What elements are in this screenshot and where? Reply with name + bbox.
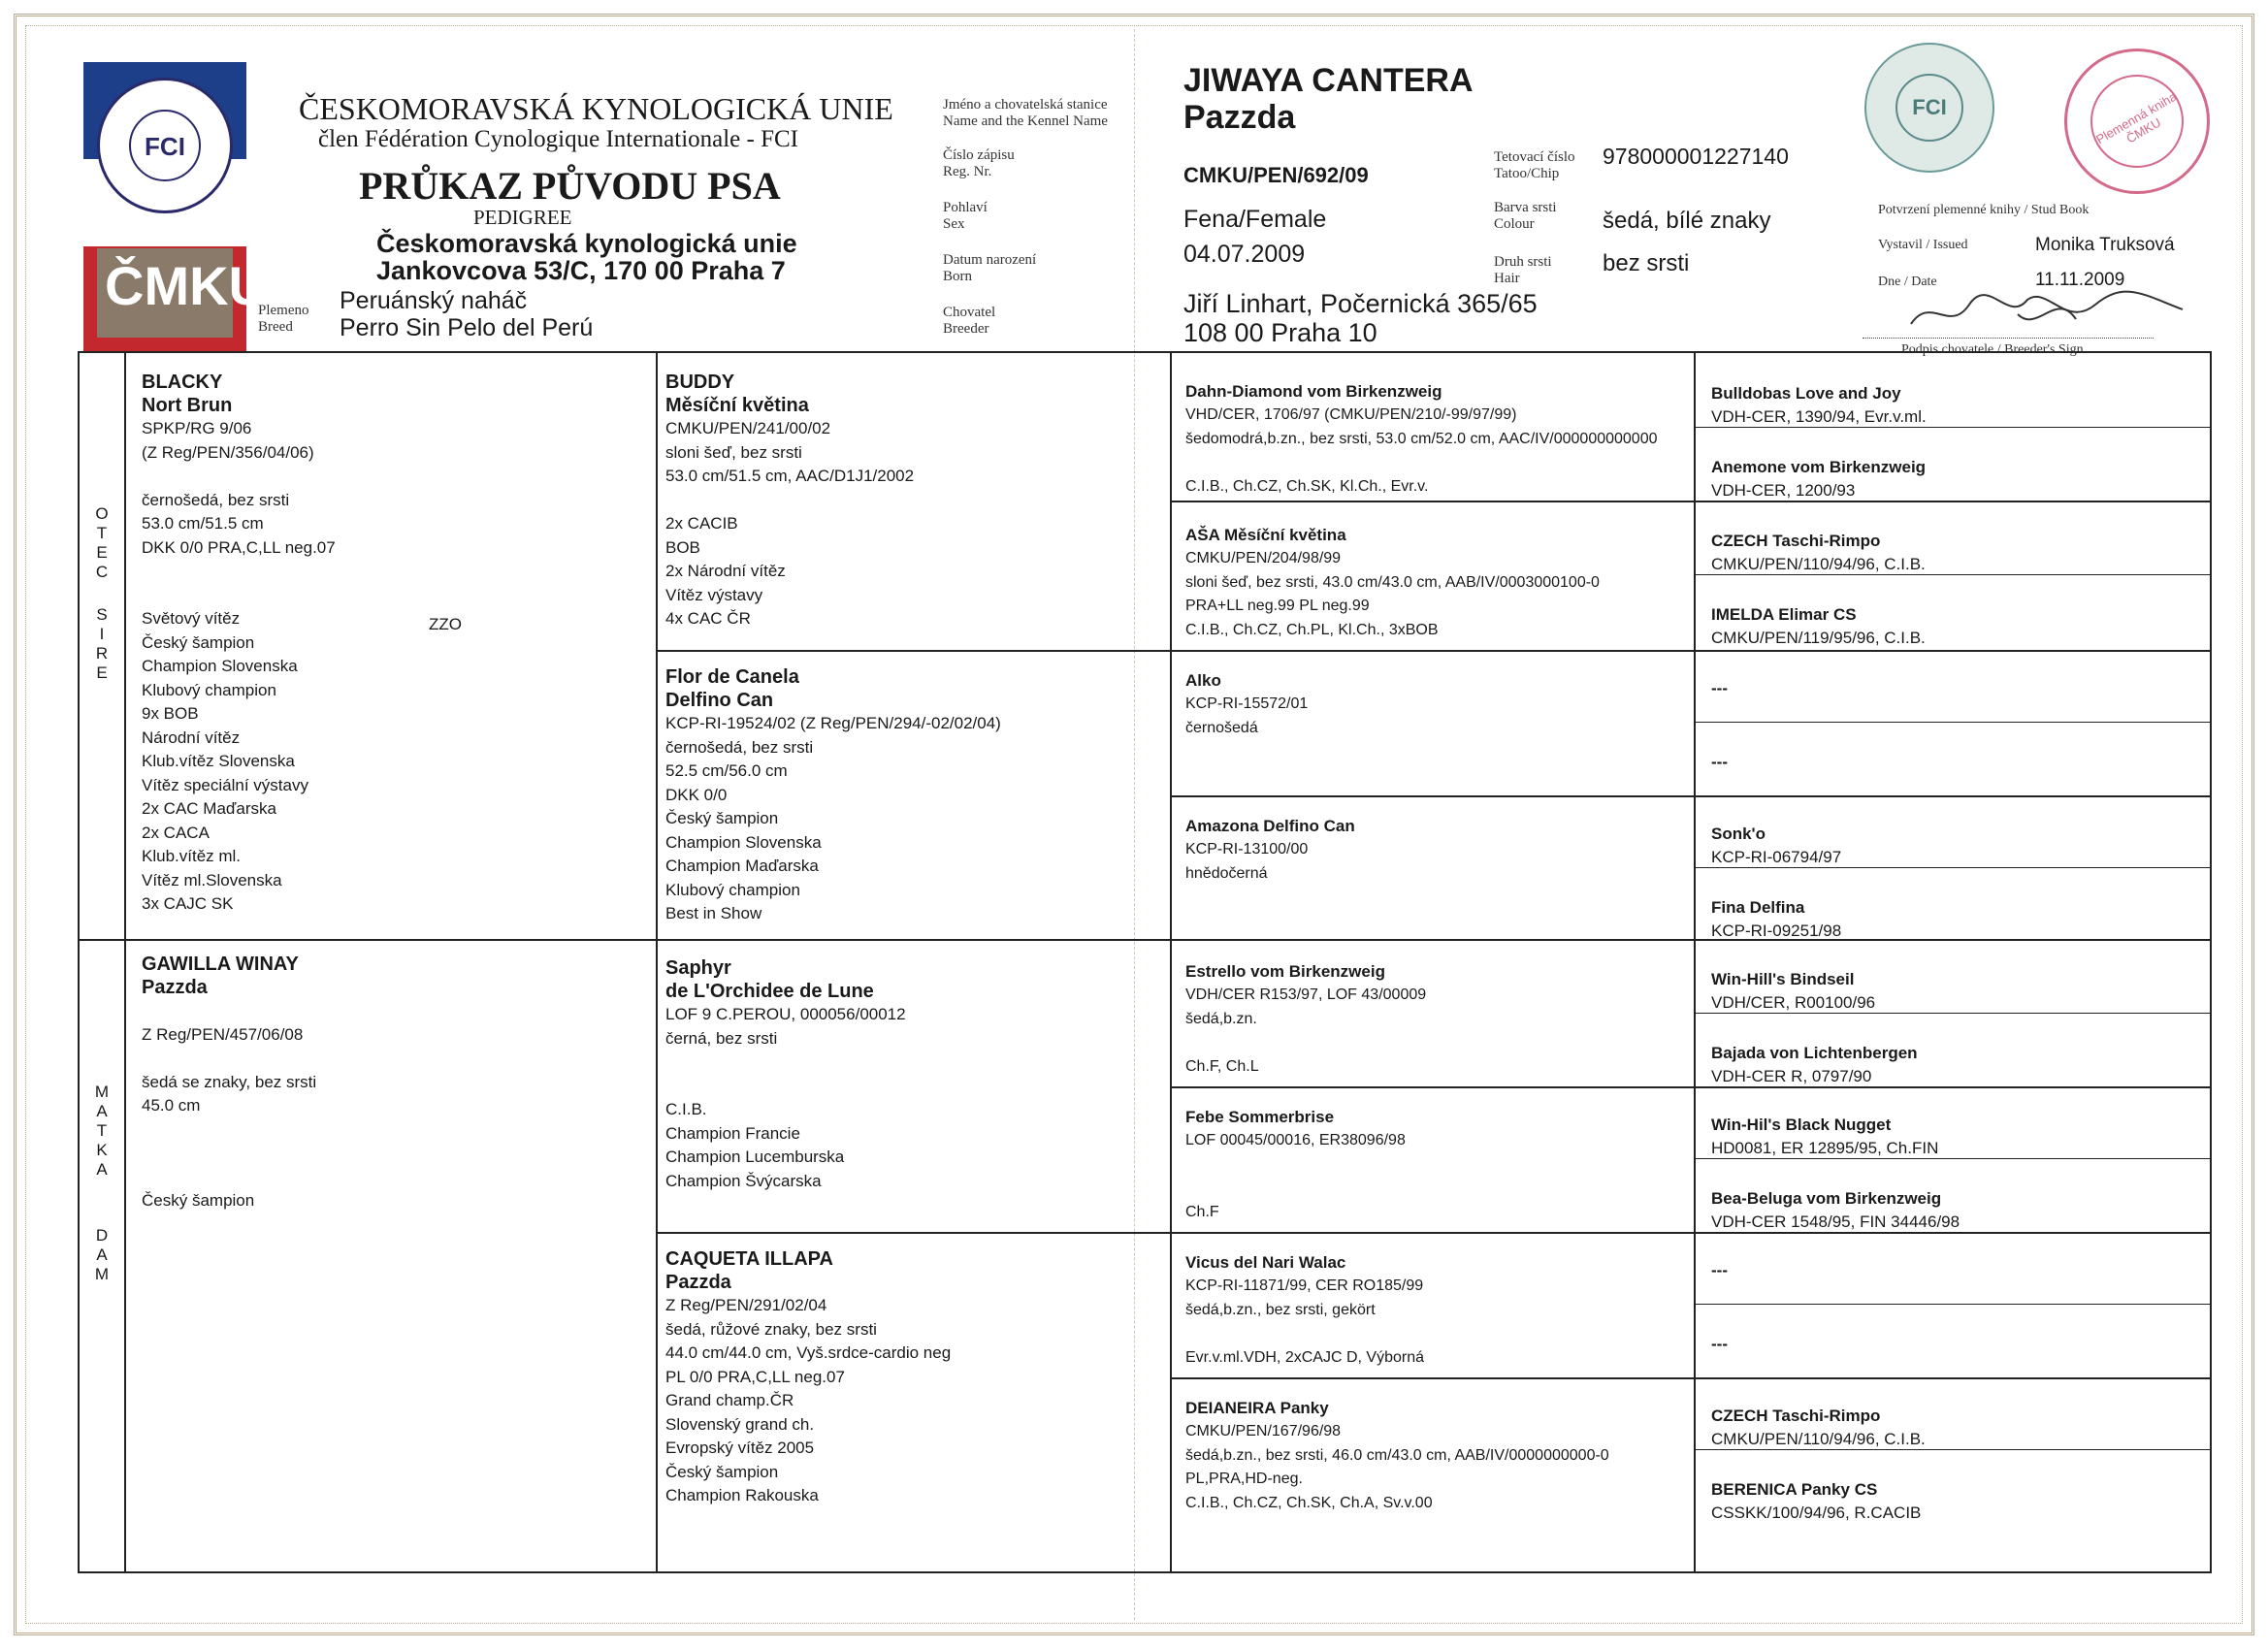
breeder-label: Chovatel Breeder [943, 305, 996, 337]
dog-breeder-2: 108 00 Praha 10 [1183, 318, 1377, 347]
doc-title: PRŮKAZ PŮVODU PSA [359, 164, 781, 208]
hair-label: Druh srsti Hair [1494, 254, 1552, 286]
issued-label: Vystavil / Issued [1878, 238, 1968, 252]
gen4-cell-2: Anemone vom Birkenzweig VDH-CER, 1200/93 [1711, 458, 1927, 500]
cmku-logo [83, 62, 268, 353]
dam-side-label: M A T K A D A M [94, 1083, 110, 1283]
gen4-cell-5: --- [1711, 679, 1728, 697]
gen4-cell-4: IMELDA Elimar CS CMKU/PEN/119/95/96, C.I.B. [1711, 605, 1926, 647]
dog-colour: šedá, bílé znaky [1603, 208, 1771, 234]
sire-cell: BLACKY Nort Brun SPKP/RG 9/06 (Z Reg/PEN/356/04/06) černošedá, bez srsti 53.0 cm/51.5 cm DKK 0/0 PRA,C,LL neg.07 Světový vítěz Český šampion Champion Slovenska Klubový champion 9x BOB Národní vítěz Klub.vítěz Slovenska Vítěz speciální výstavy 2x CAC Maďarska 2x CACA Klub.vítěz ml. Vítěz ml.Slovenska 3x CAJC SK [142, 372, 336, 913]
dog-name: JIWAYA CANTERA [1183, 62, 1474, 99]
gen3-cell-4: Amazona Delfino Can KCP-RI-13100/00 hnědočerná [1185, 817, 1355, 882]
sire-zzo: ZZO [429, 615, 462, 633]
dog-kennel: Pazzda [1183, 99, 1296, 136]
date-label: Dne / Date [1878, 275, 1937, 289]
gen4-cell-12: Bea-Beluga vom Birkenzweig VDH-CER 1548/95, FIN 34446/98 [1711, 1189, 1960, 1231]
gen4-cell-8: Fina Delfina KCP-RI-09251/98 [1711, 898, 1842, 940]
breed-cz: Peruánský naháč [340, 287, 528, 314]
gen2-cell-4: CAQUETA ILLAPA Pazzda Z Reg/PEN/291/02/04 šedá, růžové znaky, bez srsti 44.0 cm/44.0 cm, Vyš.srdce-cardio neg PL 0/0 PRA,C,LL neg.07 Grand champ.ČR Slovenský grand ch. Evropský vítěz 2005 Český šampion Champion Rakouska [665, 1248, 952, 1504]
sire-side-label: O T E C S I R E [95, 504, 109, 682]
issue-date: 11.11.2009 [2035, 270, 2125, 290]
dog-chip: 978000001227140 [1603, 144, 1789, 169]
breed-label: Plemeno Breed [258, 303, 309, 335]
cmku-emblem-icon: ČMKU [97, 248, 233, 338]
gen4-cell-11: Win-Hil's Black Nugget HD0081, ER 12895/95, Ch.FIN [1711, 1116, 1939, 1157]
stud-book-label: Potvrzení plemenné knihy / Stud Book [1878, 203, 2090, 217]
gen3-cell-1: Dahn-Diamond vom Birkenzweig VHD/CER, 1706/97 (CMKU/PEN/210/-99/97/99) šedomodrá,b.zn., bez srsti, 53.0 cm/52.0 cm, AAC/IV/000000000000 C.I.B., Ch.CZ, Ch.SK, Kl.Ch., Evr.v. [1185, 382, 1658, 495]
gen4-cell-7: Sonk'o KCP-RI-06794/97 [1711, 824, 1842, 866]
tattoo-label: Tetovací číslo Tatoo/Chip [1494, 149, 1575, 181]
gen3-cell-2: AŠA Měsíční květina CMKU/PEN/204/98/99 sloni šeď, bez srsti, 43.0 cm/43.0 cm, AAB/IV/0003000100-0 PRA+LL neg.99 PL neg.99 C.I.B., Ch.CZ, Ch.PL, Kl.Ch., 3xBOB [1185, 526, 1600, 638]
signature-line [1863, 338, 2154, 339]
gen4-cell-10: Bajada von Lichtenbergen VDH-CER R, 0797/90 [1711, 1044, 1918, 1085]
gen4-cell-6: --- [1711, 753, 1728, 771]
fci-emblem-icon: FCI [97, 78, 233, 213]
gen4-cell-1: Bulldobas Love and Joy VDH-CER, 1390/94, Evr.v.ml. [1711, 384, 1927, 426]
gen3-cell-5: Estrello vom Birkenzweig VDH/CER R153/97, LOF 43/00009 šedá,b.zn. Ch.F, Ch.L [1185, 962, 1427, 1075]
gen3-cell-3: Alko KCP-RI-15572/01 černošedá [1185, 671, 1309, 736]
reg-label: Číslo zápisu Reg. Nr. [943, 147, 1015, 179]
signature-icon [1901, 275, 2192, 343]
dog-hair: bez srsti [1603, 250, 1690, 276]
dog-reg-no: CMKU/PEN/692/09 [1183, 163, 1369, 187]
gen2-cell-3: Saphyr de L'Orchidee de Lune LOF 9 C.PEROU, 000056/00012 černá, bez srsti C.I.B. Champion Francie Champion Lucemburska Champion Švýcarska [665, 957, 906, 1190]
gen4-cell-3: CZECH Taschi-Rimpo CMKU/PEN/110/94/96, C.I.B. [1711, 532, 1926, 573]
sex-label: Pohlaví Sex [943, 200, 988, 232]
issued-by: Monika Truksová [2035, 235, 2175, 255]
gen4-cell-13: --- [1711, 1261, 1728, 1279]
gen4-cell-15: CZECH Taschi-Rimpo CMKU/PEN/110/94/96, C.I.B. [1711, 1406, 1926, 1448]
fci-member-line: člen Fédération Cynologique Internationale - FCI [318, 126, 799, 152]
hologram-seal: FCI [1864, 43, 1994, 173]
gen4-cell-9: Win-Hill's Bindseil VDH/CER, R00100/96 [1711, 970, 1876, 1012]
born-label: Datum narození Born [943, 252, 1037, 284]
issuer-address: Jankovcova 53/C, 170 00 Praha 7 [376, 256, 786, 285]
issuer-name: Českomoravská kynologická unie [376, 229, 797, 258]
doc-subtitle: PEDIGREE [473, 206, 572, 229]
pedigree-table [78, 351, 2212, 1573]
breeder-sign-label: Podpis chovatele / Breeder's Sign. [1901, 342, 2088, 357]
stud-book-stamp: Plemenná kniha ČMKU [2064, 48, 2210, 194]
gen2-cell-2: Flor de Canela Delfino Can KCP-RI-19524/02 (Z Reg/PEN/294/-02/02/04) černošedá, bez srsti 52.5 cm/56.0 cm DKK 0/0 Český šampion Champion Slovenska Champion Maďarska Klubový champion Best in Show [665, 666, 1001, 922]
gen4-cell-16: BERENICA Panky CS CSSKK/100/94/96, R.CACIB [1711, 1480, 1922, 1522]
colour-label: Barva srsti Colour [1494, 200, 1557, 232]
gen3-cell-8: DEIANEIRA Panky CMKU/PEN/167/96/98 šedá,b.zn., bez srsti, 46.0 cm/43.0 cm, AAB/IV/0000000000-0 PL,PRA,HD-neg. C.I.B., Ch.CZ, Ch.SK, Ch.A, Sv.v.00 [1185, 1399, 1609, 1511]
dog-born: 04.07.2009 [1183, 241, 1306, 268]
gen2-cell-1: BUDDY Měsíční květina CMKU/PEN/241/00/02 sloni šeď, bez srsti 53.0 cm/51.5 cm, AAC/D1J1/2002 2x CACIB BOB 2x Národní vítěz Vítěz výstavy 4x CAC ČR [665, 372, 915, 628]
gen3-cell-7: Vicus del Nari Walac KCP-RI-11871/99, CER RO185/99 šedá,b.zn., bez srsti, gekört Evr.v.ml.VDH, 2xCAJC D, Výborná [1185, 1253, 1424, 1366]
org-name: ČESKOMORAVSKÁ KYNOLOGICKÁ UNIE [299, 91, 893, 126]
dog-sex: Fena/Female [1183, 206, 1327, 233]
breed-es: Perro Sin Pelo del Perú [340, 314, 594, 341]
gen4-cell-14: --- [1711, 1335, 1728, 1353]
name-label: Jméno a chovatelská stanice Name and the Kennel Name [943, 97, 1108, 129]
dam-cell: GAWILLA WINAY Pazzda Z Reg/PEN/457/06/08 šedá se znaky, bez srsti 45.0 cm Český šampion [142, 954, 317, 1210]
gen3-cell-6: Febe Sommerbrise LOF 00045/00016, ER38096/98 Ch.F [1185, 1108, 1406, 1220]
dog-breeder-1: Jiří Linhart, Počernická 365/65 [1183, 289, 1538, 318]
